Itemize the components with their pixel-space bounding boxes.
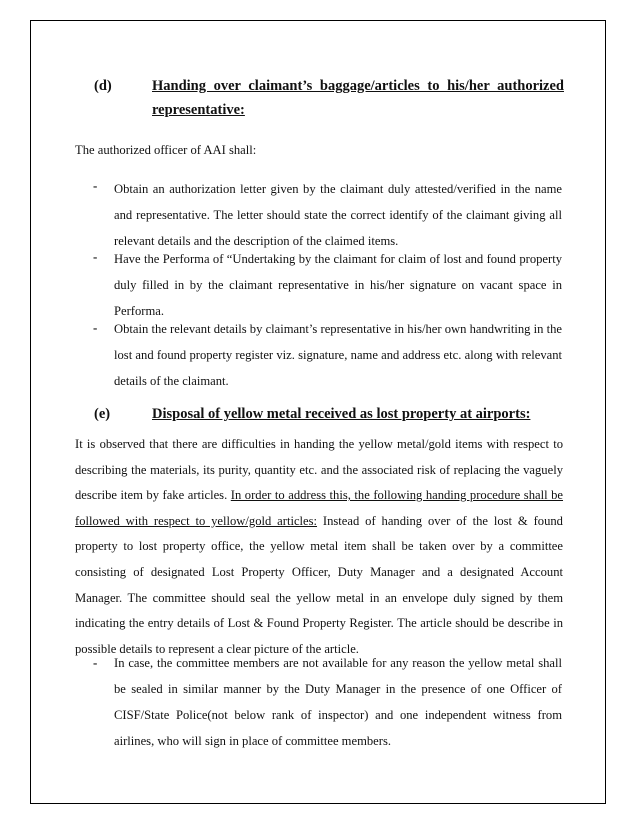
section-d-title-line1: Handing over claimant’s baggage/articles to his/her authorized: [152, 78, 564, 94]
section-d-title-line2: representative:: [152, 102, 245, 118]
section-d-bullet-3: Obtain the relevant details by claimant’s representative in his/her own handwriting in the lost and found property register viz. signature, name and address etc. along with relevant details of the claimant.: [114, 322, 562, 388]
section-d-bullet-2: Have the Performa of “Undertaking by the claimant for claim of lost and found property duly filled in by the claimant representative in his/her signature on vacant space in Performa.: [114, 252, 562, 318]
section-d-intro: The authorized officer of AAI shall:: [75, 143, 257, 157]
section-d-bullet-1: Obtain an authorization letter given by the claimant duly attested/verified in the name and representative. The letter should state the correct identify of the claimant giving all relevant details and the description of the claimed items.: [114, 182, 562, 248]
section-e-para-underlined: In order to address this, the following handing procedure shall be followed with respect to yellow/gold articles:: [75, 488, 564, 528]
section-e-paragraph: [75, 432, 563, 662]
bullet-mark: -: [93, 178, 98, 193]
bullet-mark: -: [93, 320, 98, 335]
section-d-number: (d): [94, 78, 112, 94]
section-e-title: Disposal of yellow metal received as lost property at airports:: [152, 406, 531, 422]
bullet-mark: -: [93, 655, 98, 670]
section-e-para-start: It is observed that there are difficulties in handing the yellow metal/gold items with respect to describing the materials, its purity, quantity etc. and the associated risk of replacing the vaguely describe item by fake articles.: [75, 437, 563, 503]
section-d-heading: [94, 74, 564, 126]
section-e-heading: [94, 402, 564, 428]
section-e-para-end: Instead of handing over of the lost & found property to lost property office, the yellow metal item shall be taken over by a committee consisting of designated Lost Property Officer, Duty Manager and a designated Account Manager. The committee should seal the yellow metal in an envelope duly signed by them indicating the entry details of Lost & Found Property Register. The article should be describe in possible details to represent a clear picture of the article.: [75, 513, 563, 656]
section-e-number: (e): [94, 406, 111, 422]
section-e-bullet-1: In case, the committee members are not available for any reason the yellow metal shall be sealed in similar manner by the Duty Manager in the presence of one Officer of CISF/State Police(not below rank of inspector) and one independent witness from airlines, who will sign in place of committee members.: [114, 656, 562, 748]
bullet-mark: -: [93, 249, 98, 264]
